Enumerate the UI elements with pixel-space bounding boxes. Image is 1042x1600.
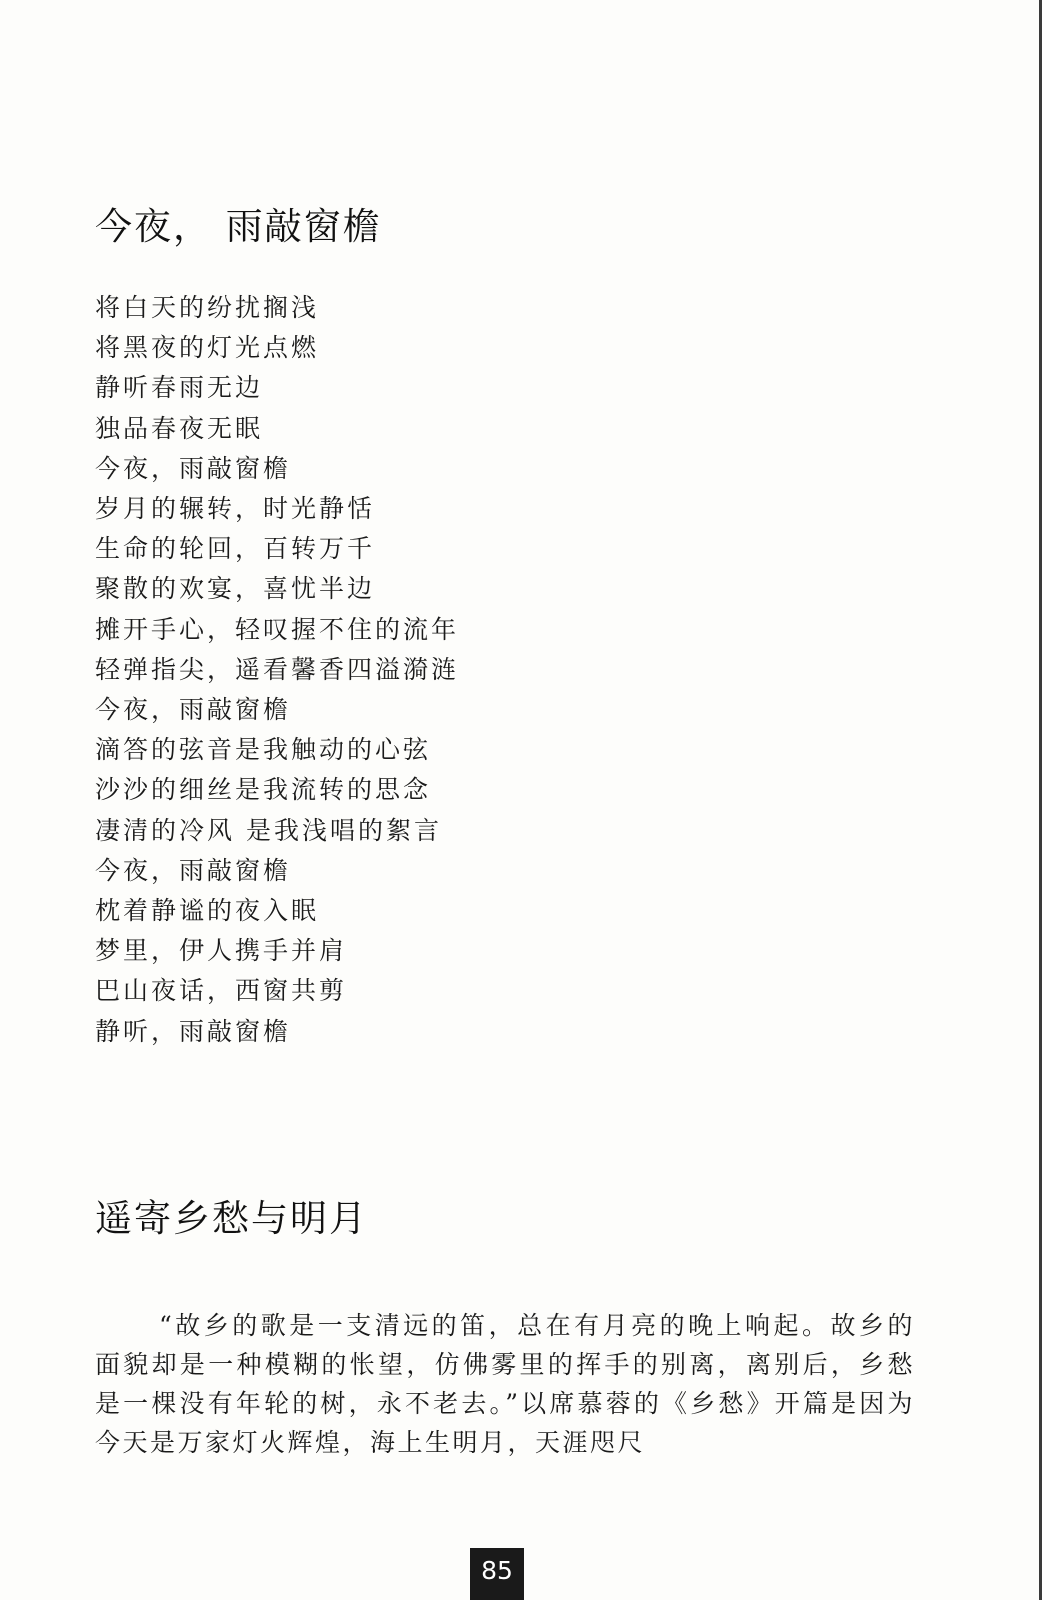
poem-line: 将黑夜的灯光点燃 — [95, 333, 320, 363]
poem-line: 凄清的冷风 是我浅唱的絮言 — [95, 815, 442, 845]
poem-line: 梦里，伊人携手并肩 — [95, 936, 348, 966]
poem-line: 滴答的弦音是我触动的心弦 — [95, 735, 432, 765]
poem-line: 摊开手心，轻叹握不住的流年 — [95, 614, 460, 644]
poem-line: 聚散的欢宴，喜忧半边 — [95, 574, 376, 604]
page-number: 85 — [470, 1548, 524, 1600]
poem-line: 今夜，雨敲窗檐 — [95, 453, 292, 483]
poem-line: 枕着静谧的夜入眠 — [95, 896, 320, 926]
essay-title: 遥寄乡愁与明月 — [95, 1197, 368, 1240]
poem-line: 今夜，雨敲窗檐 — [95, 695, 292, 725]
poem-line: 将白天的纷扰搁浅 — [95, 293, 320, 322]
poem-body — [95, 288, 459, 1052]
poem-line: 轻弹指尖，遥看馨香四溢漪涟 — [95, 654, 460, 684]
poem-line: 静听，雨敲窗檐 — [95, 1016, 292, 1046]
essay-paragraph: “故乡的歌是一支清远的笛，总在有月亮的晚上响起。故乡的面貌却是一种模糊的怅望，仿佛雾里的挥手的别离，离别后，乡愁是一棵没有年轮的树，永不老去。”以席慕蓉的《乡愁》开篇是因为今天是万家灯火辉煌，海上生明月，天涯咫尺 — [95, 1311, 915, 1457]
poem-line: 独品春夜无眠 — [95, 413, 264, 443]
poem-line: 生命的轮回，百转万千 — [95, 534, 376, 564]
poem-line: 今夜，雨敲窗檐 — [95, 855, 292, 885]
poem-line: 巴山夜话，西窗共剪 — [95, 976, 348, 1006]
poem-line: 静听春雨无边 — [95, 373, 264, 403]
poem-line: 岁月的辗转，时光静恬 — [95, 494, 376, 524]
poem-title: 今夜， 雨敲窗檐 — [95, 205, 382, 248]
poem-line: 沙沙的细丝是我流转的思念 — [95, 775, 432, 805]
